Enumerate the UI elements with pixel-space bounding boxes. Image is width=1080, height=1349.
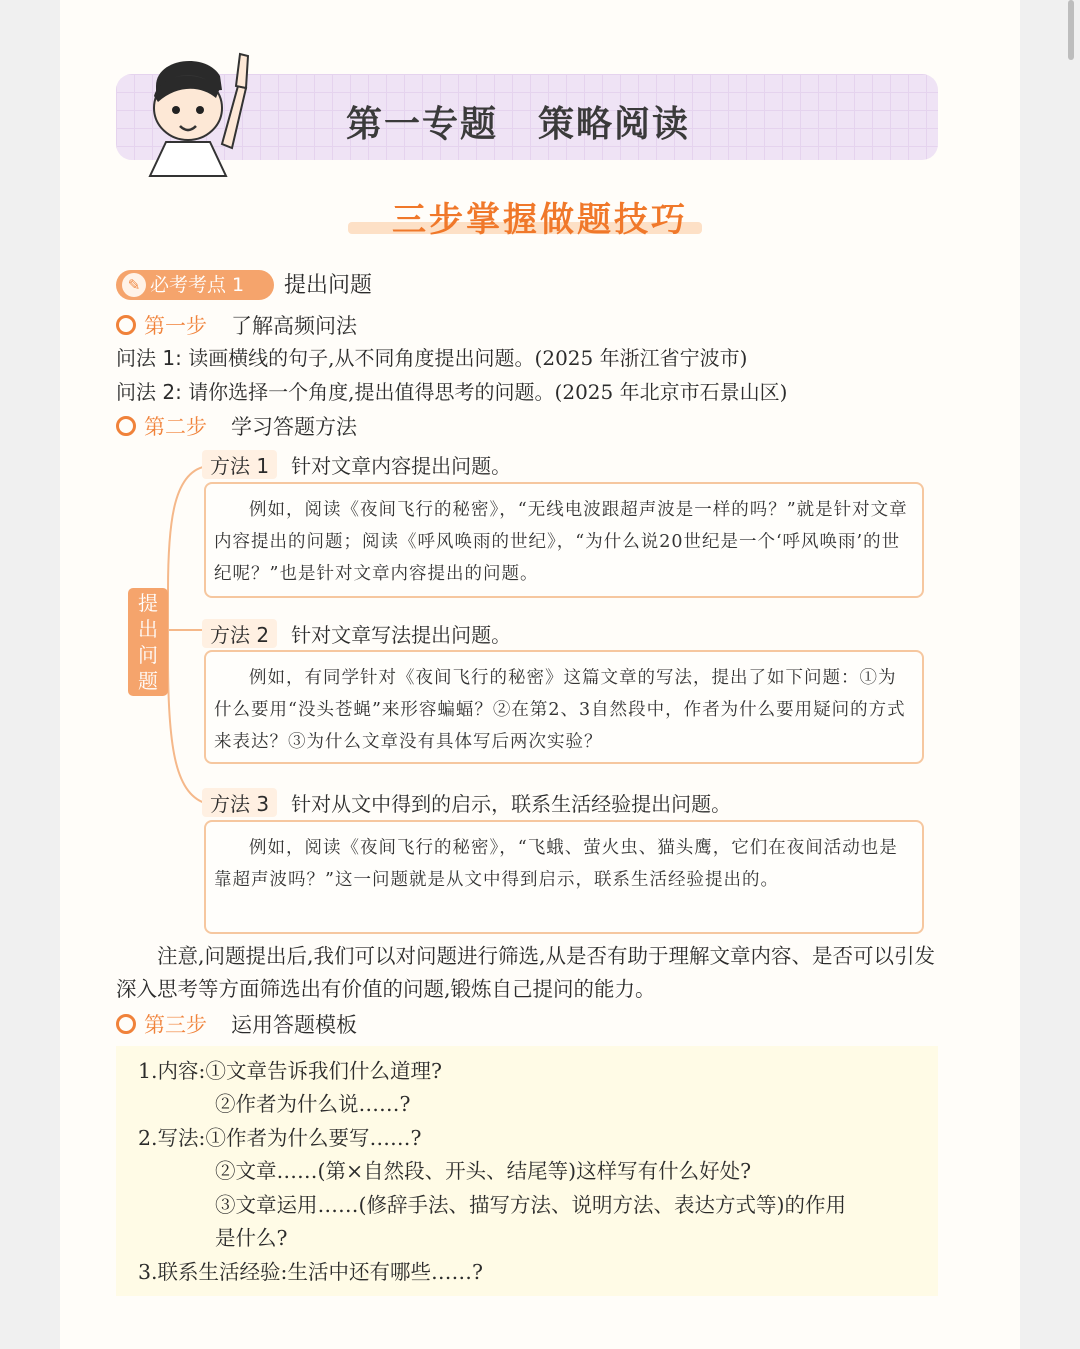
side-label-char: 提 bbox=[138, 591, 158, 615]
question-text: 读画横线的句子,从不同角度提出问题。(2025 年浙江省宁波市) bbox=[188, 346, 748, 370]
question-line-2 bbox=[116, 376, 787, 405]
step1-title: 了解高频问法 bbox=[231, 314, 357, 338]
note-paragraph bbox=[116, 940, 946, 1006]
step3-heading bbox=[116, 1009, 357, 1039]
circle-bullet-icon bbox=[116, 1014, 136, 1034]
side-label-vertical bbox=[128, 588, 168, 696]
scrollbar-thumb[interactable] bbox=[1068, 0, 1074, 60]
template-line: ②作者为什么说……? bbox=[215, 1092, 411, 1116]
method-label: 方法 1 bbox=[202, 450, 277, 479]
chapter-title-part1: 第一专题 bbox=[346, 104, 499, 145]
method3-title bbox=[202, 788, 731, 817]
step2-label: 第二步 bbox=[144, 415, 207, 439]
step1-label: 第一步 bbox=[144, 314, 207, 338]
method2-example-box bbox=[204, 650, 924, 764]
template-line: ③文章运用……(修辞手法、描写方法、说明方法、表达方式等)的作用 bbox=[215, 1193, 846, 1217]
template-line: 是什么? bbox=[215, 1226, 288, 1250]
key-point-badge bbox=[116, 270, 274, 300]
method2-title bbox=[202, 619, 511, 648]
step1-heading bbox=[116, 310, 357, 340]
method3-example-box bbox=[204, 820, 924, 934]
method-title-text: 针对文章写法提出问题。 bbox=[291, 623, 512, 647]
book-icon: ✎ bbox=[122, 273, 146, 297]
template-line: ②文章……(第×自然段、开头、结尾等)这样写有什么好处? bbox=[215, 1159, 752, 1183]
question-label: 问法 1: bbox=[116, 346, 182, 370]
document-page bbox=[60, 0, 1020, 1349]
method-title-text: 针对文章内容提出问题。 bbox=[291, 454, 512, 478]
chapter-title-part2: 策略阅读 bbox=[538, 104, 691, 145]
method-example-text: 例如，有同学针对《夜间飞行的秘密》这篇文章的写法，提出了如下问题：①为什么要用“没头苍蝇”来形容蝙蝠？②在第2、3自然段中，作者为什么要用疑问的方式来表达？③为什么文章没有具体写后两次实验？ bbox=[214, 668, 906, 752]
question-label: 问法 2: bbox=[116, 380, 182, 404]
question-line-1 bbox=[116, 342, 747, 371]
key-point-title: 提出问题 bbox=[284, 273, 373, 298]
template-line: 2.写法:①作者为什么要写……? bbox=[138, 1126, 422, 1150]
method-example-text: 例如，阅读《夜间飞行的秘密》，“飞蛾、萤火虫、猫头鹰，它们在夜间活动也是靠超声波吗？”这一问题就是从文中得到启示，联系生活经验提出的。 bbox=[214, 838, 898, 890]
method1-title bbox=[202, 450, 511, 479]
key-point-badge-label: 必考考点 1 bbox=[150, 274, 245, 296]
method-example-text: 例如，阅读《夜间飞行的秘密》，“无线电波跟超声波是一样的吗？”就是针对文章内容提出的问题；阅读《呼风唤雨的世纪》，“为什么说20世纪是一个‘呼风唤雨’的世纪呢？”也是针对文章内容提出的问题。 bbox=[214, 500, 908, 584]
note-text: 注意,问题提出后,我们可以对问题进行筛选,从是否有助于理解文章内容、是否可以引发深入思考等方面筛选出有价值的问题,锻炼自己提问的能力。 bbox=[116, 944, 936, 1001]
step2-heading bbox=[116, 411, 357, 441]
template-line: 3.联系生活经验:生活中还有哪些……? bbox=[138, 1260, 483, 1284]
chapter-title bbox=[346, 96, 730, 147]
question-text: 请你选择一个角度,提出值得思考的问题。(2025 年北京市石景山区) bbox=[188, 380, 788, 404]
side-label-char: 问 bbox=[138, 643, 158, 667]
side-label-char: 出 bbox=[138, 617, 158, 641]
method1-example-box bbox=[204, 482, 924, 598]
step2-title: 学习答题方法 bbox=[231, 415, 357, 439]
template-line: 1.内容:①文章告诉我们什么道理? bbox=[138, 1059, 442, 1083]
method-label: 方法 2 bbox=[202, 619, 277, 648]
step3-title: 运用答题模板 bbox=[231, 1013, 357, 1037]
side-label-char: 题 bbox=[138, 669, 158, 693]
section-subtitle: 三步掌握做题技巧 bbox=[392, 200, 688, 240]
method-label: 方法 3 bbox=[202, 788, 277, 817]
circle-bullet-icon bbox=[116, 315, 136, 335]
mascot-boy-illustration bbox=[126, 46, 256, 178]
step3-label: 第三步 bbox=[144, 1013, 207, 1037]
circle-bullet-icon bbox=[116, 416, 136, 436]
method-title-text: 针对从文中得到的启示，联系生活经验提出问题。 bbox=[291, 792, 732, 816]
